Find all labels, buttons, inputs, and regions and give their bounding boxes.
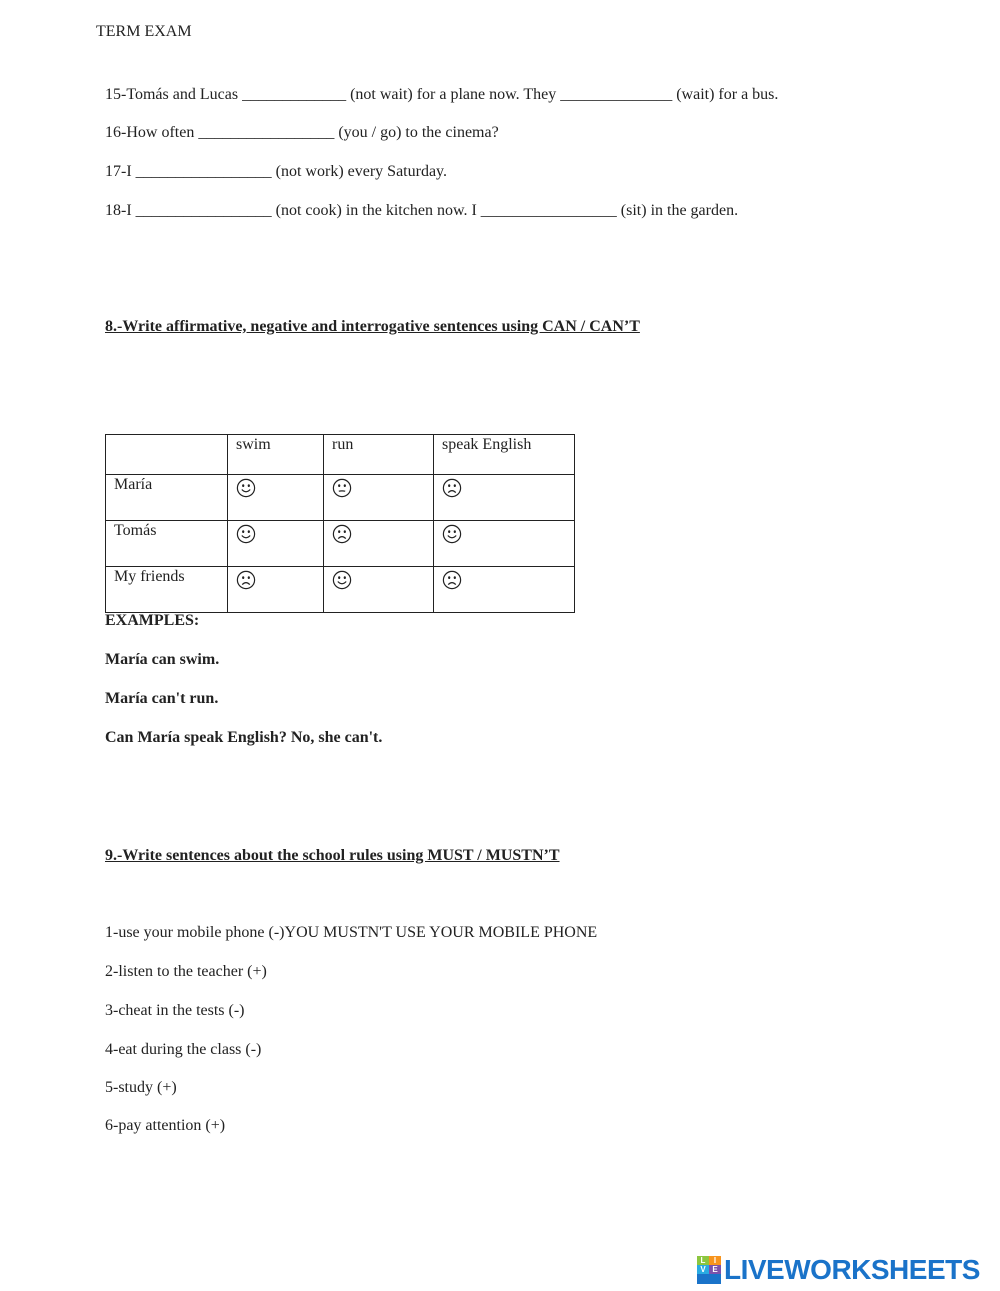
page-header: TERM EXAM: [96, 23, 192, 40]
face-cell: [324, 567, 434, 613]
exercise-line-15: 15-Tomás and Lucas _____________ (not wait) for a plane now. They ______________ (wait) for a bus.: [105, 86, 779, 103]
rule-item: 3-cheat in the tests (-): [105, 1002, 245, 1019]
sad-face-icon: [332, 524, 352, 544]
liveworksheets-logo[interactable]: [697, 1255, 980, 1285]
table-header-cell: [106, 435, 228, 475]
sad-face-icon: [442, 570, 462, 590]
logo-text: LIVEWORKSHEETS: [724, 1254, 980, 1285]
table-row: [106, 567, 575, 613]
face-cell: [324, 521, 434, 567]
example-sentence: Can María speak English? No, she can't.: [105, 729, 383, 746]
example-sentence: María can't run.: [105, 690, 219, 707]
happy-face-icon: [442, 524, 462, 544]
face-cell: [434, 475, 575, 521]
face-cell: [434, 567, 575, 613]
table-header-cell: swim: [228, 435, 324, 475]
section-8-title: 8.-Write affirmative, negative and interrogative sentences using CAN / CAN’T: [105, 318, 640, 335]
ability-table: [105, 434, 575, 613]
rule-item: 2-listen to the teacher (+): [105, 963, 267, 980]
logo-mark-icon: [697, 1256, 721, 1284]
table-row: [106, 521, 575, 567]
happy-face-icon: [236, 524, 256, 544]
table-header-cell: speak English: [434, 435, 575, 475]
sad-face-icon: [236, 570, 256, 590]
happy-face-icon: [332, 570, 352, 590]
exercise-line-18: 18-I _________________ (not cook) in the kitchen now. I _________________ (sit) in the garden.: [105, 202, 739, 219]
table-header-row: [106, 435, 575, 475]
table-row: [106, 475, 575, 521]
logo-block-base: [697, 1274, 721, 1284]
face-cell: [228, 521, 324, 567]
rule-item: 6-pay attention (+): [105, 1117, 226, 1134]
example-sentence: María can swim.: [105, 651, 220, 668]
examples-label: EXAMPLES:: [105, 612, 200, 629]
logo-block-i: I: [709, 1256, 721, 1265]
exercise-line-16: 16-How often _________________ (you / go) to the cinema?: [105, 124, 499, 141]
person-name: My friends: [106, 567, 228, 613]
person-name: Tomás: [106, 521, 228, 567]
rule-item: 5-study (+): [105, 1079, 177, 1096]
person-name: María: [106, 475, 228, 521]
section-9-title: 9.-Write sentences about the school rules using MUST / MUSTN’T: [105, 847, 560, 864]
face-cell: [228, 567, 324, 613]
rule-item: 4-eat during the class (-): [105, 1041, 262, 1058]
table-header-cell: run: [324, 435, 434, 475]
happy-face-icon: [236, 478, 256, 498]
rule-item: 1-use your mobile phone (-)YOU MUSTN'T USE YOUR MOBILE PHONE: [105, 924, 598, 941]
sad-face-icon: [442, 478, 462, 498]
logo-block-e: E: [709, 1265, 721, 1274]
exercise-line-17: 17-I _________________ (not work) every Saturday.: [105, 163, 448, 180]
face-cell: [434, 521, 575, 567]
logo-block-l: L: [697, 1256, 709, 1265]
neutral-face-icon: [332, 478, 352, 498]
logo-block-v: V: [697, 1265, 709, 1274]
face-cell: [324, 475, 434, 521]
face-cell: [228, 475, 324, 521]
